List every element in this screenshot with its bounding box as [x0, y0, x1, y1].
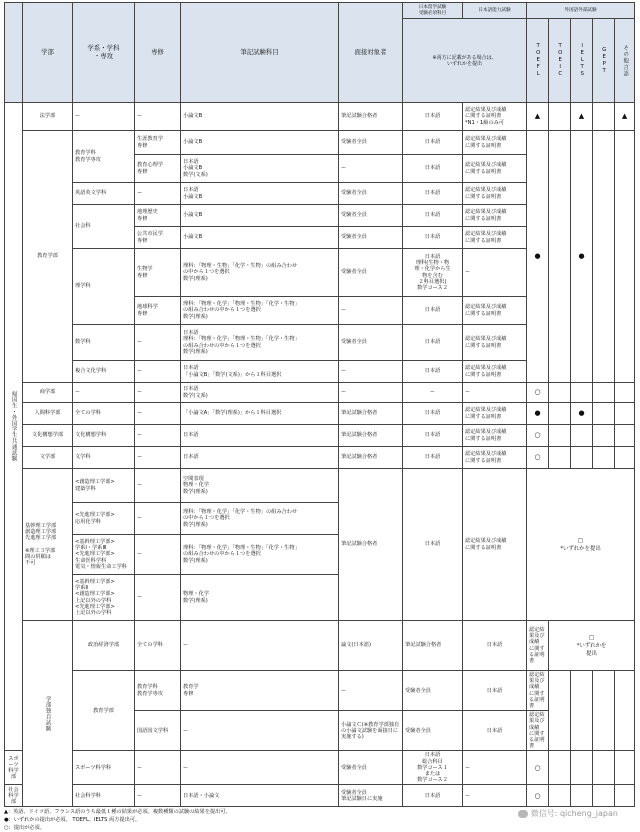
cell-senshu: 公共市民学 専修: [135, 227, 181, 249]
cell-mensetsu: ー: [339, 297, 403, 325]
cell-other: [615, 403, 635, 425]
cell-ielts: [571, 751, 593, 785]
cell-jlpt: 認定結果及び成績 に関する証明書: [463, 447, 527, 469]
cell-eju: 日本語: [403, 403, 463, 425]
footnote-filled-circle: ●：いずれかの提出が必須。 TOEFL、IELTS 両方提出可。: [4, 817, 141, 824]
cell-hikki: 日本語 小論文B 数学(文系): [181, 155, 339, 183]
cell-mensetsu: 受験者全員: [403, 711, 463, 751]
cell-gakka: 国語国文学科: [135, 711, 181, 751]
cell-toefl: ○: [527, 425, 549, 447]
cell-gakka: <基幹理工学部> 学系Ⅰ・学系Ⅲ <先進理工学部> 生命医科学科 電気・情報生命工学科: [73, 535, 135, 575]
cell-gakka: 全ての学科: [135, 621, 181, 671]
header-hikki: 筆記試験科目: [181, 3, 339, 103]
cell-jlpt: 認定結果及び成績 に関する証明書: [463, 403, 527, 425]
cell-hikki: 日本語 数学(文系): [181, 383, 339, 403]
cell-gakka: <基幹理工学部> 学系Ⅱ <創造理工学部> 上記以外の学科 <先進理工学部> 上記以外の学科: [73, 575, 135, 621]
cell-gakubu: スポーツ科学部: [5, 751, 23, 785]
cell-jlpt: 認定結果及び成績 に関する証明書: [463, 297, 527, 325]
cell-other: [615, 447, 635, 469]
cell-ielts: [571, 383, 593, 403]
table-row: [5, 383, 635, 403]
cell-gakubu: 商学部: [23, 383, 73, 403]
cell-toeic: [549, 103, 571, 131]
cell-other: [615, 425, 635, 447]
cell-eju: 日本語: [403, 469, 463, 621]
header-eju-note: ※両方に記載がある場合は、 いずれかを提出: [403, 19, 527, 103]
header-gakubu: 学部: [23, 3, 73, 103]
cell-eju: 日本語: [403, 785, 463, 807]
cell-ielts: [571, 785, 593, 807]
header-gept: GEPT: [593, 19, 615, 103]
header-ielts: IELTS: [571, 19, 593, 103]
cell-jlpt: 認定結果及び成績 に関する証明書: [463, 155, 527, 183]
cell-hikki: 日本語: [181, 425, 339, 447]
cell-eju: 日本語: [403, 361, 463, 383]
cell-gept: [593, 425, 615, 447]
cell-gakka: 文学科: [73, 447, 135, 469]
cell-senshu: ー: [135, 403, 181, 425]
cell-hikki: 小論文B: [181, 227, 339, 249]
cell-eju: 日本語: [403, 131, 463, 155]
cell-senshu: ー: [135, 575, 181, 621]
cell-gakka: 教育学科 教育学専攻: [135, 671, 181, 711]
cell-gakka: 社会科: [73, 205, 135, 249]
cell-gakka: 理学科: [73, 249, 135, 325]
cell-senshu: ー: [135, 469, 181, 503]
cell-gept: [615, 671, 635, 751]
wechat-icon: [518, 810, 528, 818]
cell-gept: [593, 403, 615, 425]
cell-eju: 日本語: [403, 447, 463, 469]
table-row: [5, 403, 635, 425]
table-row: [5, 425, 635, 447]
cell-ielts: ●: [571, 131, 593, 383]
cell-gakka: <創造理工学部> 建築学科: [73, 469, 135, 503]
cell-hikki: 小論文B: [181, 103, 339, 131]
cell-senshu: 教育学 専修: [181, 671, 339, 711]
cell-senshu: ー: [135, 785, 181, 807]
cell-other: [615, 383, 635, 403]
cell-mensetsu: 筆記試験合格者: [339, 447, 403, 469]
cell-jlpt: ー: [463, 751, 527, 785]
cell-eju: 日本語: [403, 325, 463, 361]
cell-gakka: ー: [73, 103, 135, 131]
cell-jlpt: 認定結果及び成績 に関する証明書: [463, 325, 527, 361]
cell-foreign: □ *いずれかを提出: [527, 469, 635, 621]
footnote-circle: ○：提出が必須。: [4, 824, 45, 831]
cell-gakubu: 社会科学部: [5, 785, 23, 807]
cell-toefl: ○: [527, 751, 549, 785]
cell-other: ▲: [615, 103, 635, 131]
cell-hikki: 日本語・小論文: [181, 785, 339, 807]
table-row: [5, 621, 635, 671]
cell-ielts: [593, 671, 615, 751]
cell-hikki: 小論文Ｃ(※教育学部独自の小論文試験を面接日に 実施する): [339, 711, 403, 751]
cell-senshu: ー: [135, 183, 181, 205]
watermark: [518, 808, 618, 819]
cell-gept: [593, 131, 615, 383]
cell-jlpt: ー: [463, 249, 527, 297]
cell-gept: [593, 103, 615, 131]
cell-jlpt: 認定結果及び成績 に関する証明書: [463, 227, 527, 249]
cell-mensetsu: 受験者全員: [339, 205, 403, 227]
table-row: [5, 469, 635, 503]
cell-hikki: ー: [339, 671, 403, 711]
cell-jlpt: 認定結果及び成績 に関する証明書: [463, 469, 527, 621]
header-foreign: 外国語外部試験: [527, 3, 635, 19]
cell-hikki: 理科：「物理・化学」「化学・生物」の組み合わせ の中から１つを選択 数学(理系): [181, 503, 339, 535]
cell-ielts: [571, 425, 593, 447]
cell-toeic: [549, 383, 571, 403]
cell-senshu: 地理歴史 専修: [135, 205, 181, 227]
table-row: [5, 785, 635, 807]
cell-mensetsu: 筆記試験合格者: [339, 103, 403, 131]
header-other: その他言語: [615, 19, 635, 103]
cell-eju: 日本語: [403, 183, 463, 205]
cell-foreign: □ *いずれかを 提出: [549, 621, 635, 671]
header-gakka: 学系・学科 ・専攻: [73, 3, 135, 103]
cell-toefl: ●: [527, 403, 549, 425]
cell-mensetsu: 受験者全員: [339, 227, 403, 249]
cell-jlpt: 認定結果及び成績 に関する証明書: [527, 711, 549, 751]
table-row: [5, 131, 635, 155]
cell-senshu: ー: [135, 383, 181, 403]
category-independent: 学部独自試験: [23, 621, 73, 807]
cell-mensetsu: 筆記試験合格者: [403, 621, 463, 671]
header-blank: [5, 3, 23, 103]
cell-other: [615, 785, 635, 807]
cell-toeic: [549, 785, 571, 807]
table-row: [5, 671, 635, 711]
header-eju: 日本留学試験 受験必須科目: [403, 3, 463, 19]
cell-gept: [593, 751, 615, 785]
cell-gakubu: 教育学部: [23, 131, 73, 383]
cell-gept: [593, 383, 615, 403]
cell-toefl: ▲: [527, 103, 549, 131]
cell-hikki: 日本語 理科：「物理・化学」「物理・生物」「化学・生物」 の組み合わせの中から１つを選択 数学(理系): [181, 325, 339, 361]
cell-hikki: 「小論文A」「数学(理系)」から１科目選択: [181, 403, 339, 425]
cell-eju: 日本語: [403, 425, 463, 447]
cell-senshu: ー: [181, 621, 339, 671]
cell-jlpt: 認定結果及び成績 に関する証明書: [463, 205, 527, 227]
cell-mensetsu: 受験者全員: [339, 131, 403, 155]
cell-toefl: ○: [527, 785, 549, 807]
cell-toefl: ●: [527, 131, 549, 383]
cell-eju: 日本語: [403, 103, 463, 131]
cell-eju: ー: [403, 383, 463, 403]
cell-gakubu: 教育学部: [73, 671, 135, 751]
cell-jlpt: 認定結果及び成績 に関する証明書 *N1・1級のみ可: [463, 103, 527, 131]
cell-jlpt: 認定結果及び成績 に関する証明書: [463, 183, 527, 205]
admission-table: [4, 2, 635, 807]
cell-jlpt: ー: [463, 383, 527, 403]
table-row: [5, 447, 635, 469]
cell-toefl: [549, 671, 571, 751]
cell-mensetsu: ー: [339, 383, 403, 403]
cell-gept: [593, 785, 615, 807]
cell-eju: 日本語: [403, 297, 463, 325]
cell-eju: 日本語 理科(生物・物 理・化学から生 物を含む ２科目選択) 数学コース２: [403, 249, 463, 297]
category-common: 帰国生・外国学生共通試験: [5, 103, 23, 751]
header-jlpt: 日本語能力試験: [463, 3, 527, 19]
cell-other: [615, 131, 635, 383]
cell-senshu: 生物学 専修: [135, 249, 181, 297]
cell-gakka: 社会科学科: [73, 785, 135, 807]
cell-gakka: 英語英文学科: [73, 183, 135, 205]
cell-senshu: ー: [135, 751, 181, 785]
cell-mensetsu: 受験者全員: [339, 751, 403, 785]
cell-gakka: 教育学科 教育学専攻: [73, 131, 135, 183]
cell-jlpt: 認定結果及び成績 に関する証明書: [527, 621, 549, 671]
footnote-triangle: ▲：英語、ドイツ語、フランス語のうち最低１種の結果が必須。複数種類の試験の結果を提出可。: [4, 809, 231, 816]
cell-gakka: 複合文化学科: [73, 361, 135, 383]
cell-mensetsu: 受験者全員: [339, 183, 403, 205]
cell-eju: 日本語: [463, 671, 527, 711]
cell-mensetsu: ー: [339, 155, 403, 183]
cell-senshu: 教育心理学 専修: [135, 155, 181, 183]
cell-eju: 日本語: [403, 205, 463, 227]
cell-senshu: ー: [135, 103, 181, 131]
cell-mensetsu: 受験者全員: [339, 325, 403, 361]
cell-ielts: [571, 447, 593, 469]
cell-hikki: 小論文B: [181, 131, 339, 155]
cell-mensetsu: 筆記試験合格者: [339, 469, 403, 621]
cell-hikki: 物理・化学 数学(理系): [181, 575, 339, 621]
cell-hikki: 日本語 「小論文B」「数学(文系)」から１科目選択: [181, 361, 339, 383]
cell-gakubu: 人間科学部: [23, 403, 73, 425]
cell-gakubu: 文学部: [23, 447, 73, 469]
cell-jlpt: ー: [463, 785, 527, 807]
cell-senshu: ー: [135, 503, 181, 535]
cell-mensetsu: 受験者全員: [339, 249, 403, 297]
cell-gakka: ー: [73, 383, 135, 403]
cell-toeic: [549, 751, 571, 785]
cell-gakka: スポーツ科学科: [73, 751, 135, 785]
cell-jlpt: 認定結果及び成績 に関する証明書: [463, 361, 527, 383]
header-mensetsu: 面接対象者: [339, 3, 403, 103]
cell-toeic: [549, 403, 571, 425]
cell-jlpt: 認定結果及び成績 に関する証明書: [463, 131, 527, 155]
cell-hikki: 日本語 小論文B: [181, 183, 339, 205]
cell-hikki: ー: [181, 751, 339, 785]
watermark-text: 微信号: qicheng_japan: [530, 809, 618, 818]
cell-gakka: 文化構想学科: [73, 425, 135, 447]
cell-gept: [593, 447, 615, 469]
cell-hikki: 小論文B: [181, 205, 339, 227]
cell-senshu: ー: [181, 711, 339, 751]
cell-senshu: 地球科学 専修: [135, 297, 181, 325]
cell-hikki: 日本語: [181, 447, 339, 469]
cell-toeic: [549, 447, 571, 469]
cell-ielts: ▲: [571, 103, 593, 131]
cell-gakubu: 基幹理工学部 創造理工学部 先進理工学部 ※理工３学部 間の併願は 不可: [23, 469, 73, 621]
cell-mensetsu: 受験者全員 筆記試験日に実施: [339, 785, 403, 807]
cell-mensetsu: 受験者全員: [403, 671, 463, 711]
cell-senshu: ー: [135, 425, 181, 447]
cell-gakka: 全ての学科: [73, 403, 135, 425]
table-row: [5, 751, 635, 785]
cell-senshu: ー: [135, 325, 181, 361]
cell-hikki: 理科：「物理・化学」「物理・生物」「化学・生物」 の組み合わせの中から１つを選択 数学(理系): [181, 297, 339, 325]
cell-eju: 日本語 総合科目 数学コース１ または 数学コース２: [403, 751, 463, 785]
cell-eju: 日本語: [463, 711, 527, 751]
header-toefl: TOEFL: [527, 19, 549, 103]
cell-gakka: 数学科: [73, 325, 135, 361]
cell-jlpt: 認定結果及び成績 に関する証明書: [463, 425, 527, 447]
cell-toeic: [549, 131, 571, 383]
cell-toefl: ○: [527, 447, 549, 469]
cell-toeic: [571, 671, 593, 751]
cell-senshu: 生涯教育学 専修: [135, 131, 181, 155]
header-toeic: TOEIC: [549, 19, 571, 103]
cell-senshu: ー: [135, 361, 181, 383]
cell-jlpt: 認定結果及び成績 に関する証明書: [527, 671, 549, 711]
cell-eju: 日本語: [463, 621, 527, 671]
cell-eju: 日本語: [403, 227, 463, 249]
cell-hikki: 理科：「物理・化学」「物理・生物」「化学・生物」 の組み合わせの中から１つを選択 数学(理系): [181, 535, 339, 575]
cell-mensetsu: 筆記試験合格者: [339, 403, 403, 425]
cell-other: [615, 751, 635, 785]
cell-gakka: <先進理工学部> 応用化学科: [73, 503, 135, 535]
cell-gakubu: 政治経済学部: [73, 621, 135, 671]
cell-mensetsu: 筆記試験合格者: [339, 425, 403, 447]
cell-eju: 日本語: [403, 155, 463, 183]
cell-hikki: 空間表現 物理・化学 数学(理系): [181, 469, 339, 503]
cell-gakubu: 法学部: [23, 103, 73, 131]
cell-ielts: ●: [571, 403, 593, 425]
cell-toeic: [549, 425, 571, 447]
cell-mensetsu: ー: [339, 361, 403, 383]
cell-toefl: ○: [527, 383, 549, 403]
cell-gakubu: 文化構想学部: [23, 425, 73, 447]
cell-senshu: ー: [135, 447, 181, 469]
cell-hikki: 理科：「物理・生物」「化学・生物」の組み合わせ の中から１つを選択 数学(理系): [181, 249, 339, 297]
cell-senshu: ー: [135, 535, 181, 575]
table-row: [5, 103, 635, 131]
header-senshu: 専修: [135, 3, 181, 103]
cell-hikki: 論文(日本語): [339, 621, 403, 671]
